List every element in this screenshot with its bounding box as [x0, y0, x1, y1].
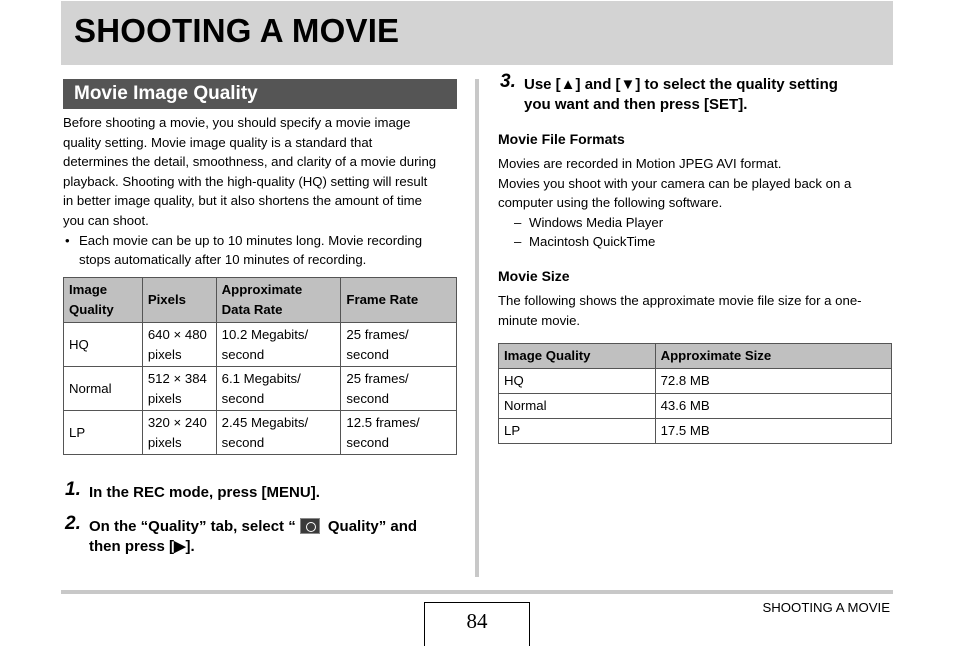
cell-quality: HQ — [64, 323, 143, 367]
step-text: Use [▲] and [▼] to select the quality setting you want and then press [SET]. — [524, 76, 838, 113]
header-image-quality: Image Quality — [499, 344, 656, 369]
intro-line: playback. Shooting with the high-quality (HQ) setting will result — [63, 173, 428, 189]
movie-quality-icon — [300, 518, 320, 534]
page-number: 84 — [424, 602, 530, 646]
header-image-quality: Image Quality — [64, 278, 143, 323]
intro-line: in better image quality, but it also shortens the amount of time — [63, 193, 422, 209]
table-row — [64, 411, 457, 455]
intro-line: you can shoot. — [63, 212, 149, 228]
step-1 — [63, 479, 463, 503]
step-number: 2. — [65, 513, 81, 534]
cell-pixels: 512 × 384 pixels — [142, 367, 216, 411]
size-table — [498, 343, 892, 444]
page-title: SHOOTING A MOVIE — [74, 12, 400, 49]
software-item: – Windows Media Player — [498, 213, 891, 233]
cell-pixels: 320 × 240 pixels — [142, 411, 216, 455]
cell-quality: LP — [499, 419, 656, 444]
table-header-row — [499, 344, 892, 369]
left-column — [63, 79, 457, 270]
size-line: The following shows the approximate movie file size for a one- — [498, 293, 862, 308]
footer-section-label: SHOOTING A MOVIE — [762, 600, 890, 615]
section-title-movie-image-quality: Movie Image Quality — [63, 79, 457, 109]
table-row — [64, 367, 457, 411]
size-heading: Movie Size — [498, 268, 570, 284]
formats-line: Movies are recorded in Motion JPEG AVI format. — [498, 156, 782, 171]
formats-line: Movies you shoot with your camera can be played back on a — [498, 175, 852, 191]
cell-data-rate: 6.1 Megabits/ second — [216, 367, 341, 411]
step-text: On the “Quality” tab, select “ Quality” and then press [▶]. — [89, 518, 418, 555]
header-data-rate: Approximate Data Rate — [216, 278, 341, 323]
cell-frame-rate: 25 frames/ second — [341, 367, 457, 411]
cell-size: 17.5 MB — [655, 419, 891, 444]
movie-file-formats-section — [498, 129, 891, 252]
formats-line: computer using the following software. — [498, 195, 723, 211]
intro-line: determines the detail, smoothness, and clarity of a movie during — [63, 154, 437, 170]
cell-data-rate: 10.2 Megabits/ second — [216, 323, 341, 367]
size-text — [498, 291, 891, 330]
table-row — [499, 419, 892, 444]
footer-rule — [61, 590, 893, 594]
movie-size-section — [498, 266, 891, 330]
table-row — [64, 323, 457, 367]
cell-quality: LP — [64, 411, 143, 455]
bullet-line: stops automatically after 10 minutes of recording. — [79, 252, 367, 268]
size-line: minute movie. — [498, 312, 581, 328]
cell-size: 43.6 MB — [655, 394, 891, 419]
cell-quality: Normal — [64, 367, 143, 411]
header-approximate-size: Approximate Size — [655, 344, 891, 369]
bullet-line: • Each movie can be up to 10 minutes long. Movie recording — [79, 232, 423, 248]
header-pixels: Pixels — [142, 278, 216, 323]
bullet-item — [63, 231, 457, 270]
cell-frame-rate: 25 frames/ second — [341, 323, 457, 367]
cell-quality: HQ — [499, 369, 656, 394]
column-divider — [475, 79, 479, 577]
cell-frame-rate: 12.5 frames/ second — [341, 411, 457, 455]
header-frame-rate: Frame Rate — [341, 278, 457, 323]
formats-text — [498, 154, 891, 213]
table-row — [499, 394, 892, 419]
quality-table — [63, 277, 457, 455]
table-header-row — [64, 278, 457, 323]
cell-data-rate: 2.45 Megabits/ second — [216, 411, 341, 455]
step-number: 1. — [65, 479, 81, 500]
formats-heading: Movie File Formats — [498, 131, 625, 147]
step-2 — [63, 513, 463, 557]
step-number: 3. — [500, 71, 516, 92]
intro-paragraph — [63, 113, 457, 231]
intro-line: quality setting. Movie image quality is a standard that — [63, 134, 373, 150]
step-text: In the REC mode, press [MENU]. — [89, 484, 320, 501]
step-3 — [498, 71, 893, 115]
cell-size: 72.8 MB — [655, 369, 891, 394]
intro-line: Before shooting a movie, you should specify a movie image — [63, 115, 411, 130]
cell-quality: Normal — [499, 394, 656, 419]
software-item: – Macintosh QuickTime — [498, 232, 891, 252]
table-row — [499, 369, 892, 394]
cell-pixels: 640 × 480 pixels — [142, 323, 216, 367]
